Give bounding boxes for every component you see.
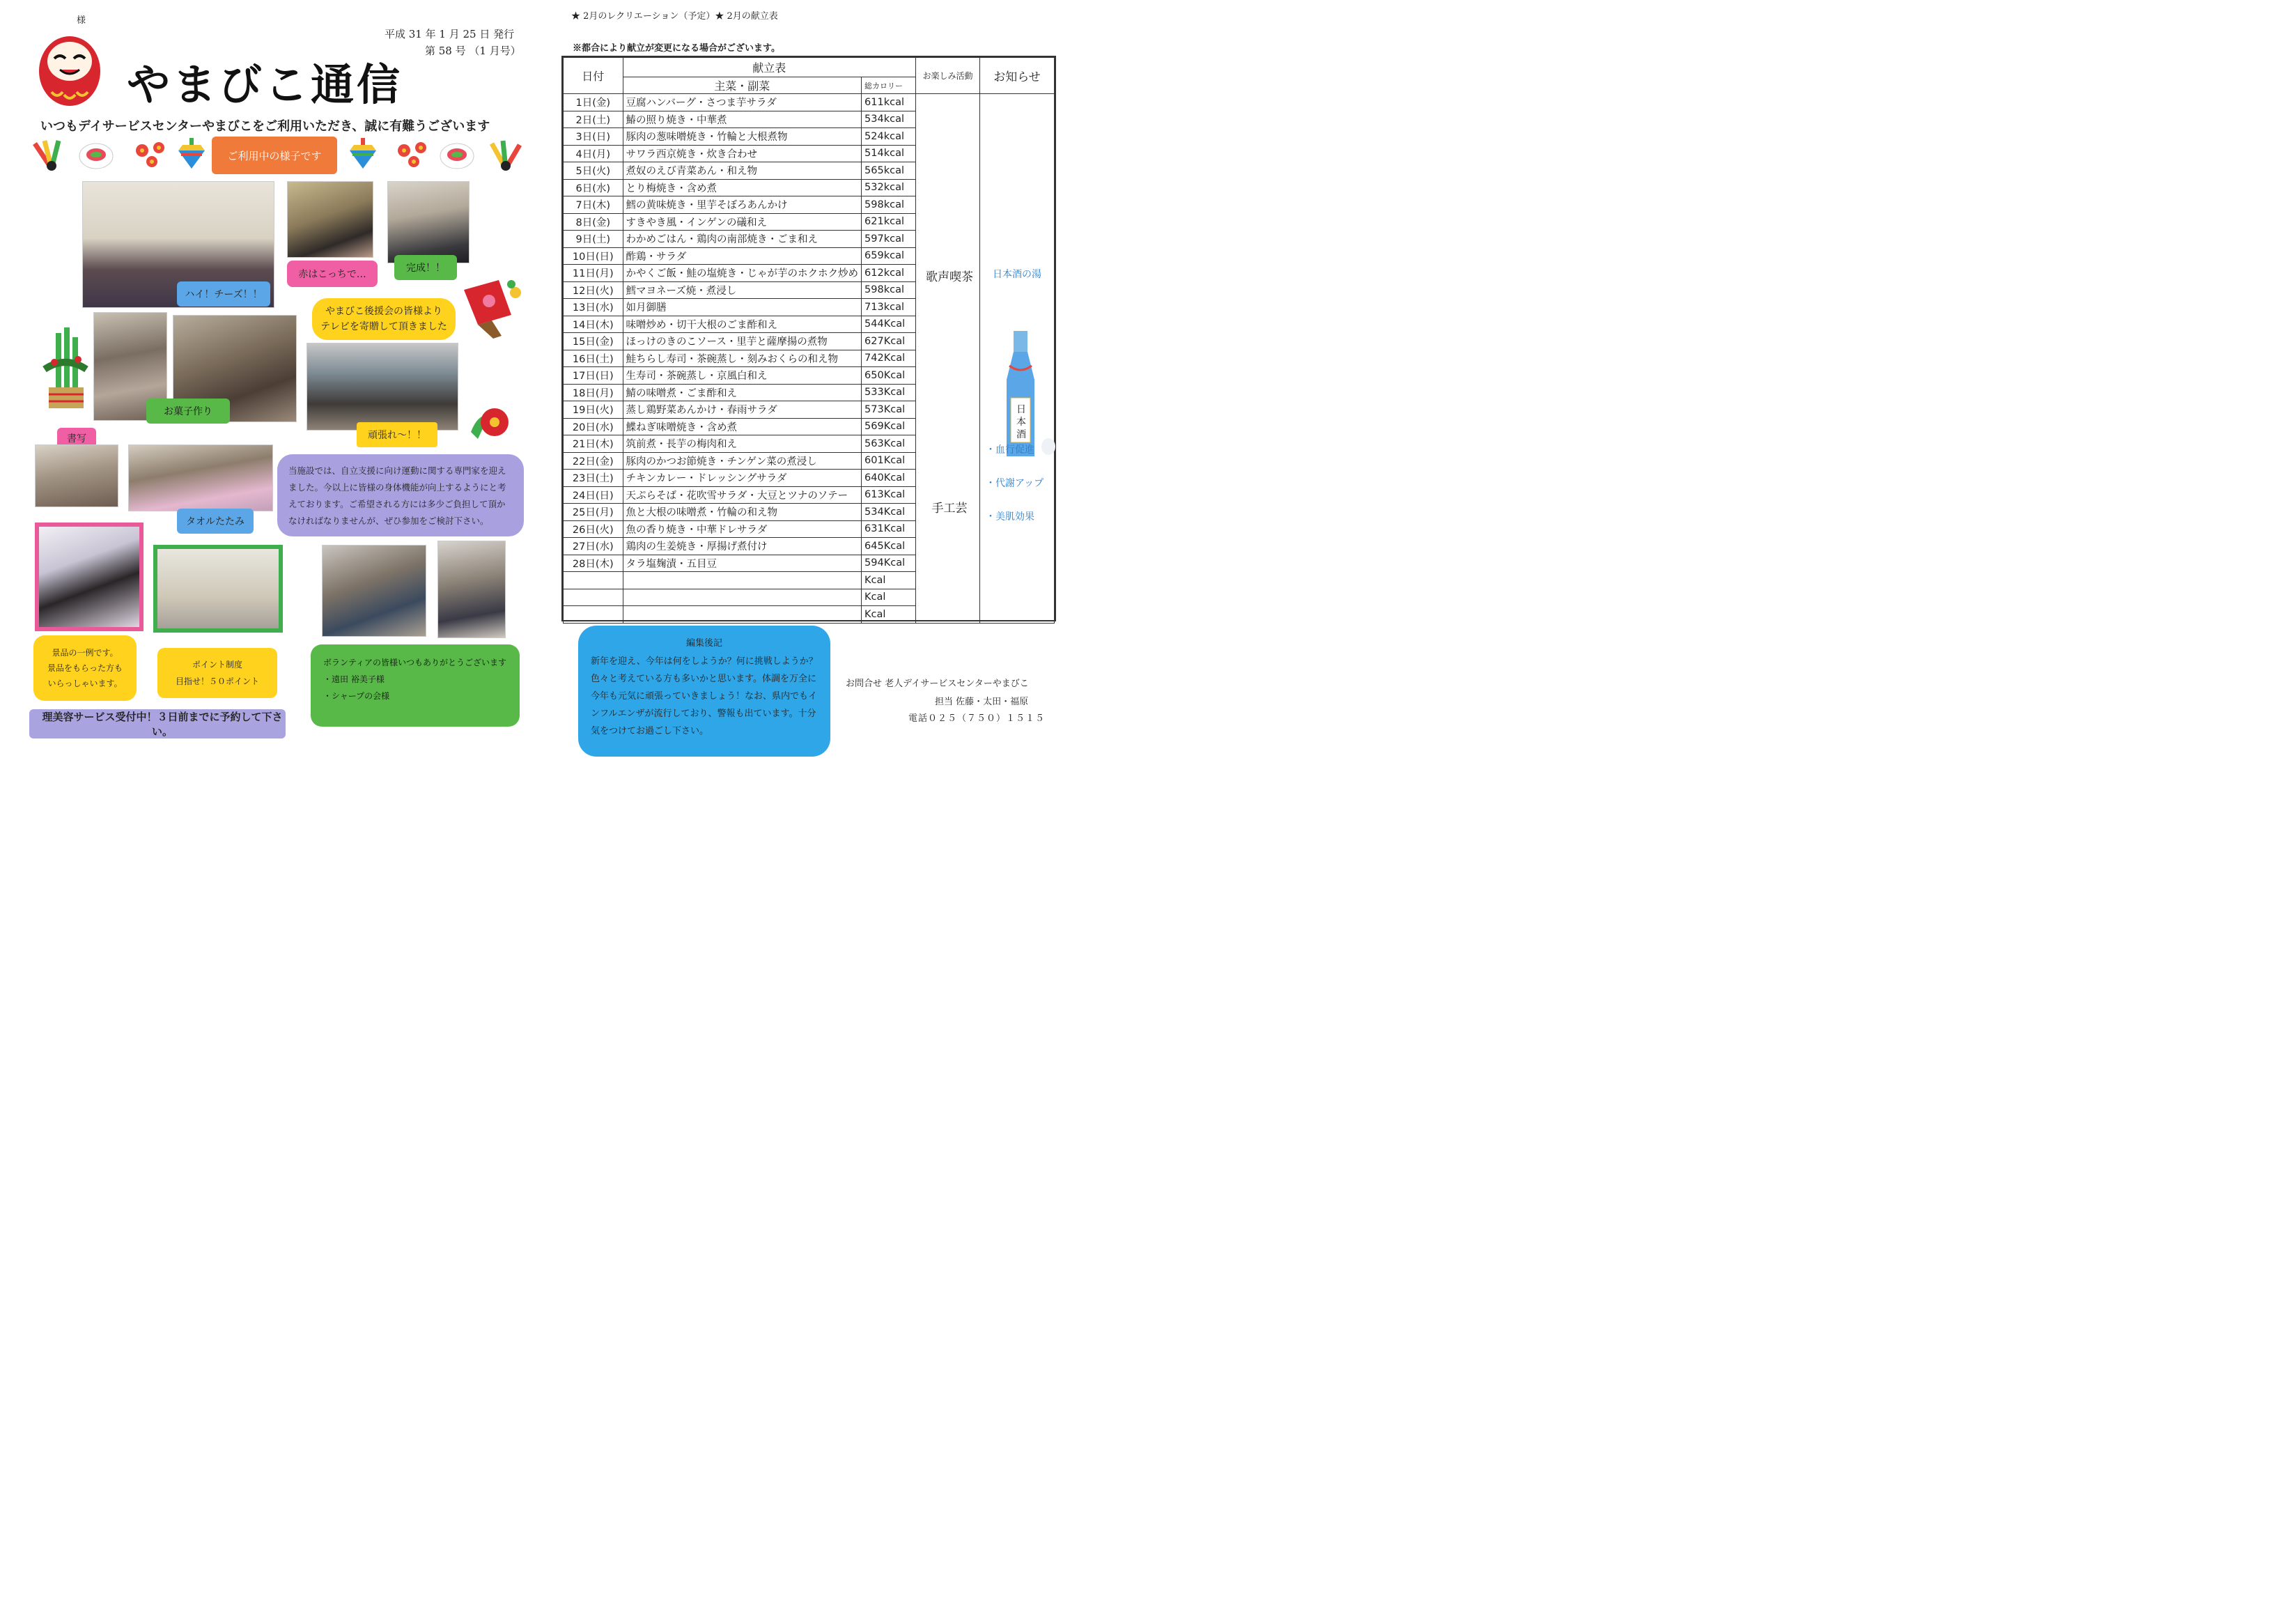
menu-kcal: 659kcal — [862, 247, 916, 265]
caption-sweets: お菓子作り — [146, 399, 230, 424]
menu-date: 23日(土) — [564, 470, 623, 487]
rice-cake-icon — [78, 141, 114, 171]
prize-line1: 景品の一例です。 — [52, 648, 118, 658]
craft-done-photo — [387, 181, 470, 263]
dishes-header: 主菜・副菜 — [623, 77, 862, 94]
menu-date: 13日(水) — [564, 299, 623, 316]
newsletter-title: やまびこ通信 — [127, 59, 403, 110]
menu-dish: 豚肉のかつお節焼き・チンゲン菜の煮浸し — [623, 452, 862, 470]
menu-kcal: 524kcal — [862, 128, 916, 146]
menu-kcal: 713kcal — [862, 299, 916, 316]
menu-kcal: 627Kcal — [862, 333, 916, 350]
menu-dish: 生寿司・茶碗蒸し・京風白和え — [623, 367, 862, 385]
hagoita-icon — [457, 276, 524, 339]
contact-line1: お問合せ 老人デイサービスセンターやまびこ — [846, 679, 1029, 689]
menu-date: 6日(水) — [564, 179, 623, 196]
caption-towel: タオルたたみ — [177, 509, 254, 534]
menu-date: 12日(火) — [564, 281, 623, 299]
news-column — [980, 94, 1055, 624]
menu-date: 17日(日) — [564, 367, 623, 385]
exercise-photo-2 — [437, 541, 506, 638]
menu-dish: 豆腐ハンバーグ・さつま芋サラダ — [623, 94, 862, 111]
menu-kcal: 534kcal — [862, 111, 916, 128]
points-line2: 目指せ！５０ポイント — [175, 676, 259, 686]
menu-dish: 酢鶏・サラダ — [623, 247, 862, 265]
menu-kcal: 514kcal — [862, 145, 916, 162]
menu-dish: 鱈マヨネーズ焼・煮浸し — [623, 281, 862, 299]
menu-dish: 鶏肉の生姜焼き・厚揚げ煮付け — [623, 538, 862, 555]
menu-dish: 煮奴のえび青菜あん・和え物 — [623, 162, 862, 180]
caption-cheer: 頑張れ～！！ — [357, 422, 437, 447]
volunteer-name: ・シャープの会様 — [323, 691, 390, 701]
menu-kcal: 569Kcal — [862, 418, 916, 435]
points-line1: ポイント制度 — [192, 660, 242, 670]
activity-item: 手工芸 — [931, 502, 968, 516]
volunteer-box — [311, 644, 520, 727]
menu-dish: 豚肉の葱味噌焼き・竹輪と大根煮物 — [623, 128, 862, 146]
menu-dish: かやくご飯・鮭の塩焼き・じゃが芋のホクホク炒め — [623, 265, 862, 282]
menu-date: 5日(火) — [564, 162, 623, 180]
menu-date — [564, 606, 623, 624]
tv-gift-bubble — [312, 298, 456, 340]
menu-date: 4日(月) — [564, 145, 623, 162]
menu-table — [563, 57, 1055, 624]
activity-column — [916, 94, 980, 624]
plum-blossom-icon — [132, 139, 171, 170]
menu-date: 2日(土) — [564, 111, 623, 128]
menu-date — [564, 572, 623, 589]
calligraphy-photo — [35, 444, 118, 507]
editor-note-title: 編集後記 — [685, 638, 722, 649]
menu-dish: わかめごはん・鶏肉の南部焼き・ごま和え — [623, 231, 862, 248]
volunteer-heading: ボランティアの皆様いつもありがとうございます — [323, 658, 507, 667]
exercise-photo-1 — [322, 545, 426, 637]
menu-date: 27日(水) — [564, 538, 623, 555]
sake-bottle-label: 日本酒 — [1016, 404, 1027, 440]
tv-gift-line1: やまびこ後援会の皆様より — [325, 306, 442, 317]
menu-change-notice: ※都合により献立が変更になる場合がございます。 — [573, 43, 780, 54]
menu-dish: チキンカレー・ドレッシングサラダ — [623, 470, 862, 487]
issue-date: 平成 31 年 1 月 25 日 発行 — [385, 28, 515, 40]
tv-gift-line2: テレビを寄贈して頂きました — [320, 321, 447, 332]
menu-date: 7日(木) — [564, 196, 623, 214]
volunteer-name: ・遠田 裕美子様 — [323, 674, 385, 684]
menu-dish: ほっけのきのこソース・里芋と薩摩揚の煮物 — [623, 333, 862, 350]
menu-dish: 如月御膳 — [623, 299, 862, 316]
news-benefit: ・血行促進 — [986, 444, 1035, 456]
menu-kcal: 594Kcal — [862, 555, 916, 572]
editor-note — [578, 626, 830, 757]
menu-kcal: 611kcal — [862, 94, 916, 111]
menu-dish — [623, 589, 862, 606]
caption-red-here: 赤はこっちで… — [287, 261, 378, 287]
menu-dish: 鯖の味噌煮・ごま酢和え — [623, 384, 862, 401]
menu-kcal: 621kcal — [862, 213, 916, 231]
menu-kcal: 598kcal — [862, 196, 916, 214]
camellia-icon — [467, 404, 517, 442]
menu-date: 25日(月) — [564, 504, 623, 521]
contact-line2: 担当 佐藤・太田・福原 — [935, 697, 1029, 707]
caption-calligraphy: 書写 — [57, 428, 96, 449]
menu-kcal: 601Kcal — [862, 452, 916, 470]
menu-date: 9日(土) — [564, 231, 623, 248]
editor-note-body: 新年を迎え、今年は何をしようか？何に挑戦しようか？色々と考えている方も多いかと思います。体調を万全に今年も元気に頑張っていきましょう！なお、県内でもインフルエンザが流行しており、警報も出ています。十分気をつけてお過ごし下さい。 — [591, 656, 818, 736]
menu-kcal: Kcal — [862, 589, 916, 606]
calories-header: 総カロリー — [862, 77, 916, 94]
prize-bubble — [33, 635, 137, 701]
menu-dish: 鰈ねぎ味噌焼き・含め煮 — [623, 418, 862, 435]
menu-dish: 蒸し鶏野菜あんかけ・春雨サラダ — [623, 401, 862, 419]
menu-dish: サワラ西京焼き・炊き合わせ — [623, 145, 862, 162]
menu-kcal: 631Kcal — [862, 520, 916, 538]
date-header: 日付 — [564, 58, 623, 94]
news-benefit: ・代謝アップ — [986, 478, 1044, 489]
spinning-top-icon — [176, 137, 208, 170]
menu-row — [564, 94, 1055, 111]
menu-dish — [623, 606, 862, 624]
contact-phone: 電話０２５（７５０）１５１５ — [908, 713, 1046, 724]
craft-photo — [287, 181, 373, 258]
facility-note: 当施設では、自立支援に向け運動に関する専門家を迎えました。今以上に皆様の身体機能が向上するようにと考えております。ご希望される方には多少ご負担して頂かなければなりませんが、ぜひ参加をご検討下さい。 — [277, 454, 524, 536]
prize-photo — [35, 523, 144, 631]
menu-date: 26日(火) — [564, 520, 623, 538]
menu-date: 22日(金) — [564, 452, 623, 470]
news-title: 日本酒の湯 — [993, 269, 1042, 280]
menu-kcal: 612kcal — [862, 265, 916, 282]
menu-dish: 鰆の照り焼き・中華煮 — [623, 111, 862, 128]
prize-line2: 景品をもらった方も — [47, 663, 123, 673]
menu-dish: 筑前煮・長芋の梅肉和え — [623, 435, 862, 453]
menu-dish: 鮭ちらし寿司・茶碗蒸し・刻みおくらの和え物 — [623, 350, 862, 367]
menu-dish: とり梅焼き・含め煮 — [623, 179, 862, 196]
prize-line3: いらっしゃいます。 — [47, 679, 123, 688]
menu-dish: タラ塩麹漬・五目豆 — [623, 555, 862, 572]
menu-kcal: 563Kcal — [862, 435, 916, 453]
menu-kcal: 613Kcal — [862, 486, 916, 504]
menu-kcal: 573Kcal — [862, 401, 916, 419]
menu-kcal: 640Kcal — [862, 470, 916, 487]
caption-done: 完成！！ — [394, 255, 457, 280]
menu-date: 14日(木) — [564, 316, 623, 333]
menu-date: 16日(土) — [564, 350, 623, 367]
menu-dish: 鱈の黄味焼き・里芋そぼろあんかけ — [623, 196, 862, 214]
menu-date: 15日(金) — [564, 333, 623, 350]
plum-blossom-icon — [394, 139, 433, 170]
menu-date: 1日(金) — [564, 94, 623, 111]
menu-dish — [623, 572, 862, 589]
menu-kcal: 742Kcal — [862, 350, 916, 367]
honorific: 様 — [77, 15, 86, 26]
menu-kcal: 532kcal — [862, 179, 916, 196]
menu-dish: 天ぷらそば・花吹雪サラダ・大豆とツナのソテー — [623, 486, 862, 504]
points-bubble — [157, 648, 277, 698]
fan-decoration-icon — [31, 138, 72, 171]
menu-kcal: 565kcal — [862, 162, 916, 180]
tv-photo — [307, 343, 458, 431]
menu-date: 11日(月) — [564, 265, 623, 282]
menu-kcal: 597kcal — [862, 231, 916, 248]
menu-table-frame — [561, 56, 1056, 621]
activity-item: 歌声喫茶 — [926, 270, 974, 284]
issue-number: 第 58 号 （1 月号） — [425, 45, 521, 57]
rice-cake-icon — [439, 141, 475, 171]
menu-date: 20日(水) — [564, 418, 623, 435]
right-page-header: ★ 2月のレクリエーション（予定）★ 2月の献立表 — [571, 11, 778, 22]
menu-kcal: Kcal — [862, 606, 916, 624]
news-header: お知らせ — [980, 58, 1055, 94]
menu-date: 10日(日) — [564, 247, 623, 265]
menu-date: 24日(日) — [564, 486, 623, 504]
menu-date — [564, 589, 623, 606]
menu-kcal: 544Kcal — [862, 316, 916, 333]
news-benefit: ・美肌効果 — [986, 511, 1035, 523]
section-label: ご利用中の様子です — [212, 137, 337, 174]
menu-date: 3日(日) — [564, 128, 623, 146]
menu-date: 8日(金) — [564, 213, 623, 231]
menu-header: 献立表 — [623, 58, 916, 77]
menu-kcal: Kcal — [862, 572, 916, 589]
menu-date: 28日(木) — [564, 555, 623, 572]
activity-header: お楽しみ活動 — [916, 58, 980, 94]
greeting-text: いつもデイサービスセンターやまびこをご利用いただき、誠に有難うございます — [40, 119, 490, 134]
menu-date: 21日(木) — [564, 435, 623, 453]
spinning-top-icon — [347, 137, 379, 170]
menu-dish: 魚と大根の味噌煮・竹輪の和え物 — [623, 504, 862, 521]
menu-dish: 魚の香り焼き・中華ドレサラダ — [623, 520, 862, 538]
menu-kcal: 650Kcal — [862, 367, 916, 385]
caption-cheese: ハイ！チーズ！！ — [177, 281, 270, 307]
menu-kcal: 533Kcal — [862, 384, 916, 401]
menu-kcal: 598kcal — [862, 281, 916, 299]
fan-decoration-icon — [488, 138, 527, 171]
menu-date: 19日(火) — [564, 401, 623, 419]
points-card-photo — [153, 545, 283, 633]
menu-kcal: 534Kcal — [862, 504, 916, 521]
barber-notice: 理美容サービス受付中！３日前までに予約して下さい。 — [29, 709, 286, 738]
kadomatsu-icon — [40, 327, 91, 411]
menu-date: 18日(月) — [564, 384, 623, 401]
menu-kcal: 645Kcal — [862, 538, 916, 555]
daruma-icon — [36, 25, 103, 107]
menu-dish: すきやき風・インゲンの礒和え — [623, 213, 862, 231]
menu-dish: 味噌炒め・切干大根のごま酢和え — [623, 316, 862, 333]
towel-photo — [128, 444, 273, 511]
